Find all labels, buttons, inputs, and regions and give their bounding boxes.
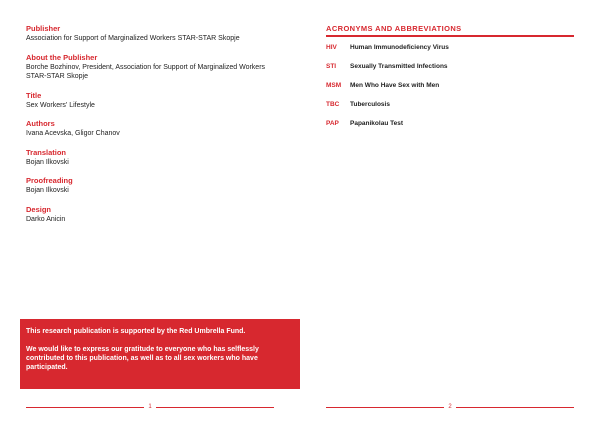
credit-label: Authors <box>26 119 55 128</box>
credit-label: Translation <box>26 147 67 157</box>
banner-gratitude-text: We would like to express our gratitude to everyone who has selflessly contributed to this publication, as well as to all sex workers who have participated. <box>26 346 259 371</box>
abbreviation-row <box>326 43 586 62</box>
abbreviation-definition: Human Immunodeficiency Virus <box>350 44 449 51</box>
abbreviation-row <box>326 100 586 119</box>
abbreviation-definition: Sexually Transmitted Infections <box>350 63 448 70</box>
abbreviation-list <box>326 43 586 138</box>
page-footer <box>0 402 300 412</box>
abbreviation-code: STI <box>326 63 337 70</box>
credit-value: Association for Support of Marginalized Workers STAR-STAR Skopje <box>26 35 240 42</box>
abbreviation-row <box>326 62 586 81</box>
credit-value: Darko Anicin <box>26 215 66 223</box>
credit-value: Bojan Ilkovski <box>26 187 69 194</box>
footer-rule-right <box>456 407 574 408</box>
credit-authors <box>26 119 286 139</box>
credit-label: Design <box>26 204 52 214</box>
credit-about-publisher <box>26 53 286 82</box>
page-footer <box>300 402 600 412</box>
credit-value: Sex Workers' Lifestyle <box>26 101 95 109</box>
banner-support-text: This research publication is supported by the Red Umbrella Fund. <box>26 328 246 335</box>
abbreviation-definition: Papanikolau Test <box>350 120 403 127</box>
credit-value: Borche Bozhinov, President, Association for Support of Marginalized Workers STAR-STAR Skopje <box>26 63 266 80</box>
abbreviation-code: TBC <box>326 101 340 108</box>
credit-label: Publisher <box>26 24 61 33</box>
credit-translation <box>26 148 286 168</box>
abbreviation-code: MSM <box>326 82 342 89</box>
page-number: 1 <box>148 404 152 410</box>
footer-rule-left <box>26 407 144 408</box>
credit-value: Bojan Ilkovski <box>26 158 69 166</box>
abbreviation-definition: Men Who Have Sex with Men <box>350 82 440 89</box>
heading-rule <box>326 35 574 37</box>
footer-rule-left <box>326 407 444 408</box>
credit-publisher <box>26 24 286 44</box>
credits-list <box>26 24 286 233</box>
credit-label: Title <box>26 90 42 100</box>
credit-proofreading <box>26 176 286 196</box>
credit-title <box>26 91 286 111</box>
footer-rule-right <box>156 407 274 408</box>
credit-value: Ivana Acevska, Gligor Chanov <box>26 130 120 137</box>
credit-design <box>26 205 286 225</box>
abbreviation-row <box>326 119 586 138</box>
abbreviation-code: PAP <box>326 120 339 127</box>
credit-label: Proofreading <box>26 176 73 185</box>
right-page <box>300 0 600 425</box>
page-number: 2 <box>448 404 452 410</box>
abbreviation-definition: Tuberculosis <box>350 101 390 108</box>
abbreviation-row <box>326 81 586 100</box>
section-heading: ACRONYMS AND ABBREVIATIONS <box>326 24 462 33</box>
support-banner <box>20 319 300 389</box>
credit-label: About the Publisher <box>26 52 98 62</box>
abbreviation-code: HIV <box>326 44 337 51</box>
